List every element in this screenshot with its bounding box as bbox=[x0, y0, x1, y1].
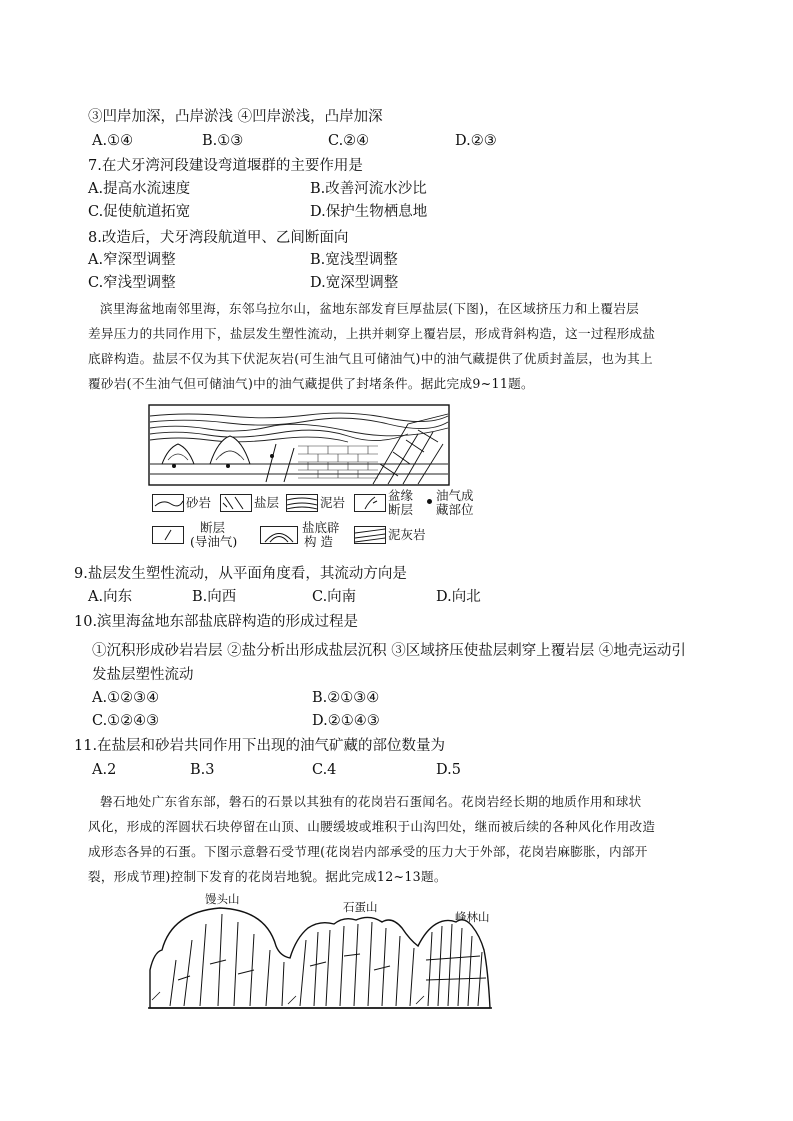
salt-diapir-cross-section-figure bbox=[148, 404, 450, 486]
passage-2-line-2: 风化，形成的浑圆状石块停留在山顶、山腰缓坡或堆积于山沟凹处，继而被后续的各种风化作用改造 bbox=[88, 819, 656, 834]
legend-basin-edge-fault-label-1: 盆缘 bbox=[388, 488, 414, 503]
passage-1-line-4: 覆砂岩(不生油气但可储油气)中的油气藏提供了封堵条件。据此完成9~11题。 bbox=[88, 376, 534, 391]
legend-basin-edge-fault-label-2: 断层 bbox=[388, 502, 414, 517]
q10-statements-line-1: ①沉积形成砂岩岩层 ②盐分析出形成盐层沉积 ③区域挤压使盐层刺穿上覆岩层 ④地壳运动引 bbox=[92, 643, 686, 659]
q7-stem: 7.在犬牙湾河段建设弯道堰群的主要作用是 bbox=[88, 158, 363, 174]
legend-oil-gas-label-1: 油气成 bbox=[436, 488, 474, 503]
q11-stem: 11.在盐层和砂岩共同作用下出现的油气矿藏的部位数量为 bbox=[74, 738, 446, 754]
q10-option-d[interactable]: D.②①④③ bbox=[312, 713, 380, 729]
passage-1-line-2: 差异压力的共同作用下，盐层发生塑性流动，上拱并刺穿上覆岩层，形成背斜构造，这一过程形成盐 bbox=[88, 326, 656, 341]
legend-oil-gas-dot-icon bbox=[427, 499, 432, 504]
q8-option-c[interactable]: C.窄浅型调整 bbox=[88, 275, 176, 291]
label-fenglin-mountain: 峰林山 bbox=[455, 910, 490, 924]
q7-option-a[interactable]: A.提高水流速度 bbox=[88, 181, 191, 197]
legend-salt-swatch bbox=[220, 494, 252, 512]
legend-fault-label-1: 断层 bbox=[200, 520, 226, 535]
q10-option-b[interactable]: B.②①③④ bbox=[312, 690, 380, 706]
legend-salt-diapir-label-2: 构 造 bbox=[304, 534, 333, 549]
granite-landform-figure bbox=[130, 900, 510, 1012]
q11-option-a[interactable]: A.2 bbox=[92, 762, 117, 778]
q6-option-a[interactable]: A.①④ bbox=[92, 133, 134, 149]
figure-1-legend bbox=[148, 488, 478, 554]
passage-2-line-4: 裂，形成节理)控制下发育的花岗岩地貌。据此完成12~13题。 bbox=[88, 869, 447, 884]
q8-option-d[interactable]: D.宽深型调整 bbox=[310, 275, 399, 291]
q6-option-c[interactable]: C.②④ bbox=[328, 133, 370, 149]
q9-stem: 9.盐层发生塑性流动，从平面角度看，其流动方向是 bbox=[74, 566, 407, 582]
legend-salt-diapir-label-1: 盐底辟 bbox=[302, 520, 340, 535]
q9-option-b[interactable]: B.向西 bbox=[192, 589, 237, 605]
q9-option-d[interactable]: D.向北 bbox=[436, 589, 481, 605]
q6-option-d[interactable]: D.②③ bbox=[455, 133, 497, 149]
q10-option-c[interactable]: C.①②④③ bbox=[92, 713, 160, 729]
q9-option-a[interactable]: A.向东 bbox=[88, 589, 133, 605]
label-shidan-mountain: 石蛋山 bbox=[343, 900, 378, 914]
q10-statements-line-2: 发盐层塑性流动 bbox=[92, 667, 194, 683]
q10-option-a[interactable]: A.①②③④ bbox=[92, 690, 160, 706]
legend-marl-swatch bbox=[354, 526, 386, 544]
q8-option-a[interactable]: A.窄深型调整 bbox=[88, 252, 176, 268]
q10-stem: 10.滨里海盆地东部盐底辟构造的形成过程是 bbox=[74, 614, 359, 630]
passage-1-line-3: 底辟构造。盐层不仅为其下伏泥灰岩(可生油气且可储油气)中的油气藏提供了优质封盖层，也为其上 bbox=[88, 351, 653, 366]
q11-option-d[interactable]: D.5 bbox=[436, 762, 461, 778]
passage-2-line-1: 磐石地处广东省东部，磐石的石景以其独有的花岗岩石蛋闻名。花岗岩经长期的地质作用和球状 bbox=[100, 794, 642, 809]
legend-sandstone-label: 砂岩 bbox=[186, 495, 212, 510]
q9-option-c[interactable]: C.向南 bbox=[312, 589, 357, 605]
legend-fault-swatch bbox=[152, 526, 184, 544]
q7-option-c[interactable]: C.促使航道拓宽 bbox=[88, 204, 191, 220]
q7-option-b[interactable]: B.改善河流水沙比 bbox=[310, 181, 427, 197]
q6-continuation: ③凹岸加深，凸岸淤浅 ④凹岸淤浅，凸岸加深 bbox=[88, 109, 383, 125]
q8-option-b[interactable]: B.宽浅型调整 bbox=[310, 252, 398, 268]
legend-mudstone-label: 泥岩 bbox=[320, 495, 346, 510]
passage-2-line-3: 成形态各异的石蛋。下图示意磐石受节理(花岗岩内部承受的压力大于外部，花岗岩麻膨胀，内部开 bbox=[88, 844, 648, 859]
legend-mudstone-swatch bbox=[286, 494, 318, 512]
q8-stem: 8.改造后，犬牙湾段航道甲、乙间断面向 bbox=[88, 230, 349, 246]
q6-option-b[interactable]: B.①③ bbox=[202, 133, 244, 149]
legend-salt-label: 盐层 bbox=[254, 495, 280, 510]
legend-salt-diapir-swatch bbox=[260, 526, 298, 544]
legend-fault-label-2: (导油气) bbox=[190, 534, 238, 549]
legend-marl-label: 泥灰岩 bbox=[388, 527, 426, 542]
legend-basin-edge-fault-swatch bbox=[354, 494, 386, 512]
legend-oil-gas-label-2: 藏部位 bbox=[436, 502, 474, 517]
label-mantou-mountain: 馒头山 bbox=[205, 892, 240, 906]
q11-option-b[interactable]: B.3 bbox=[190, 762, 215, 778]
legend-sandstone-swatch bbox=[152, 494, 184, 512]
q7-option-d[interactable]: D.保护生物栖息地 bbox=[310, 204, 428, 220]
q11-option-c[interactable]: C.4 bbox=[312, 762, 337, 778]
passage-1-line-1: 滨里海盆地南邻里海，东邻乌拉尔山，盆地东部发育巨厚盐层(下图)，在区域挤压力和上覆岩层 bbox=[100, 301, 640, 316]
